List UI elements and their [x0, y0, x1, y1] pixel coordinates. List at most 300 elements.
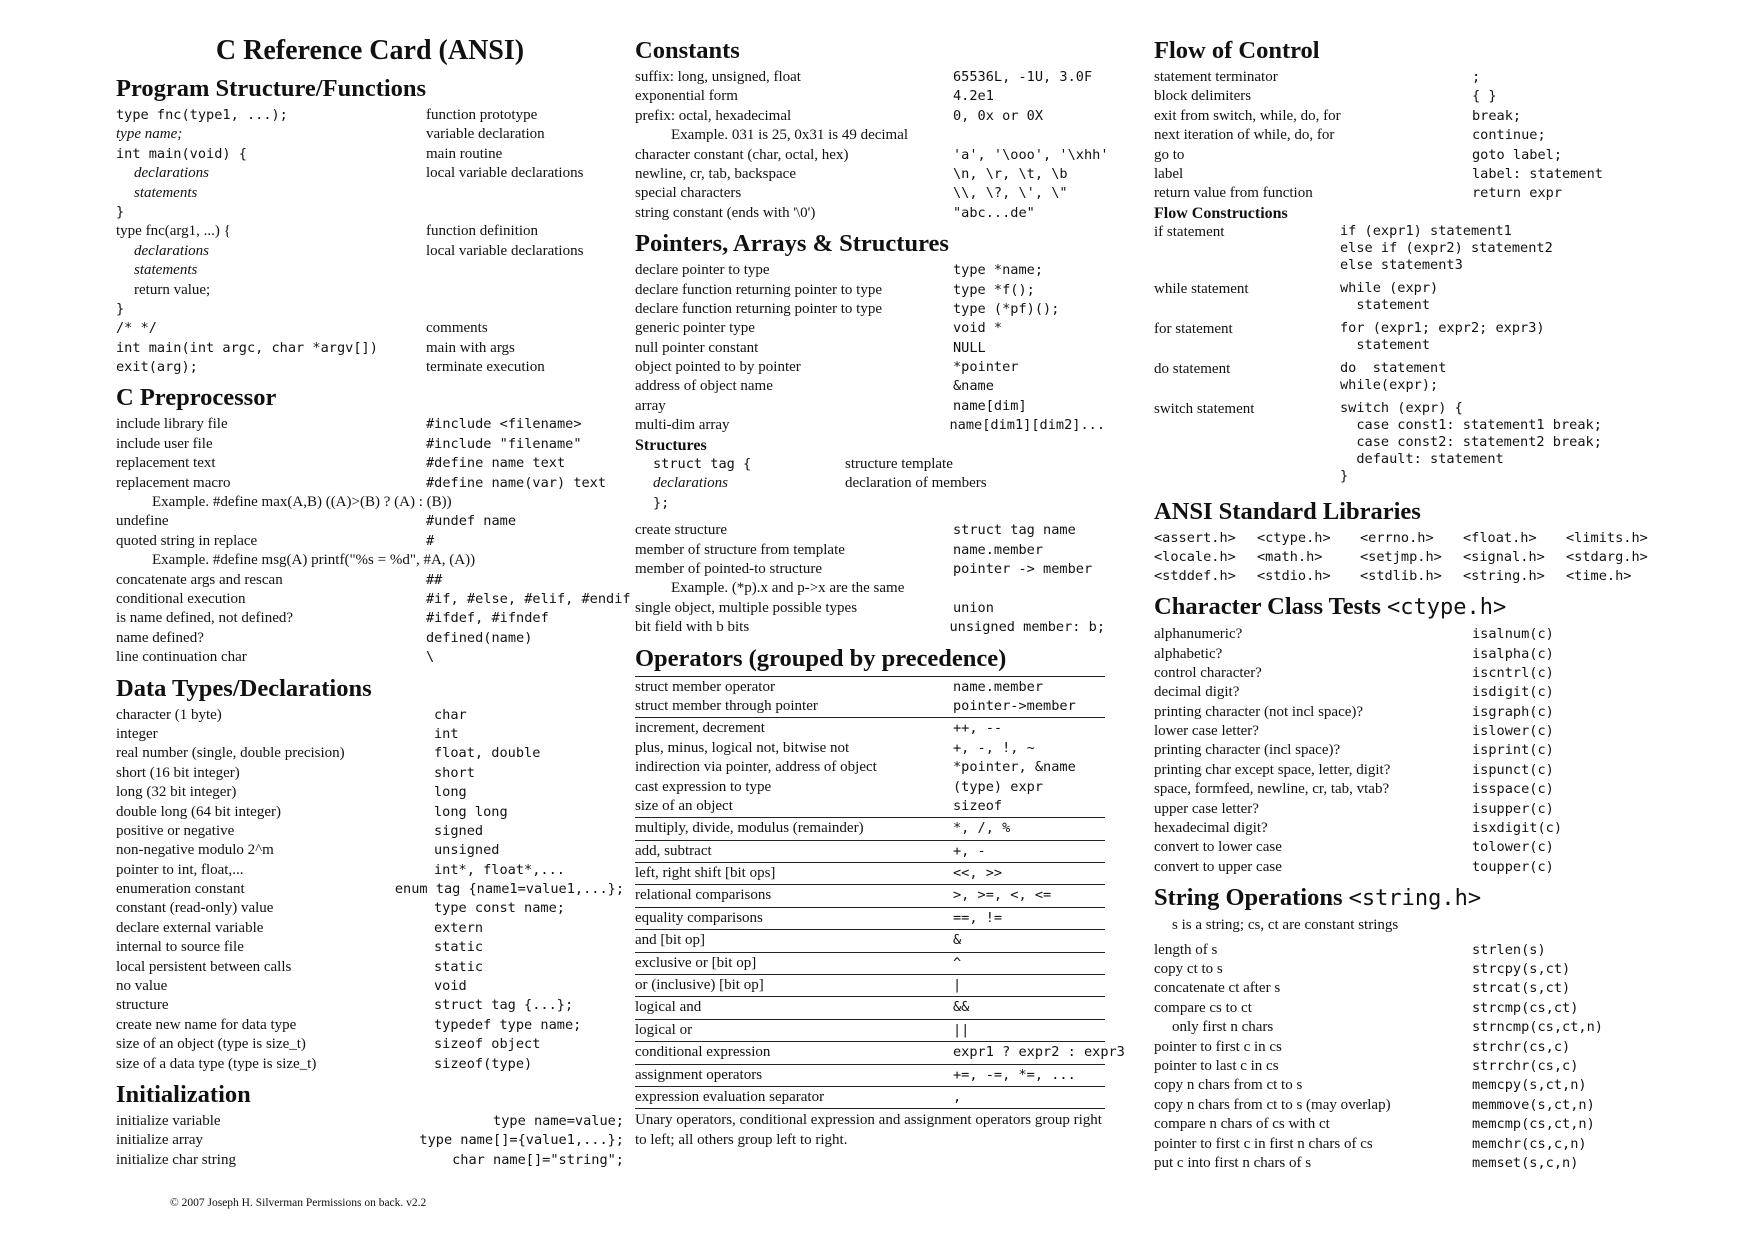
row-value: type name[]={value1,...}; [419, 1132, 624, 1149]
operator-group [635, 1020, 1105, 1042]
row-value: void [434, 978, 467, 995]
table-row [1154, 800, 1634, 819]
library-header: <time.h> [1566, 568, 1632, 585]
table-row [116, 474, 624, 493]
row-value: declaration of members [845, 475, 987, 492]
row-value: &name [953, 378, 994, 395]
operator-description: and [bit op] [635, 932, 705, 949]
flow-constructions-table [1154, 223, 1634, 491]
row-value: strlen(s) [1472, 941, 1546, 958]
table-row [116, 532, 624, 551]
operator-row [635, 697, 1105, 716]
operator-group [635, 1042, 1125, 1064]
row-label: space, formfeed, newline, cr, tab, vtab? [1154, 781, 1390, 798]
table-row [116, 1016, 624, 1035]
row-label: conditional execution [116, 590, 246, 607]
program-structure-table [116, 106, 624, 377]
construction-row [1154, 280, 1634, 320]
table-row [116, 435, 624, 454]
table-row [635, 455, 1105, 474]
row-value: short [434, 764, 475, 781]
table-row [116, 242, 624, 261]
operator-description: equality comparisons [635, 909, 763, 926]
row-label: pointer to int, float,... [116, 861, 244, 878]
table-row [116, 783, 624, 802]
table-row [635, 494, 1105, 513]
table-row [116, 551, 624, 570]
row-value: type *f(); [953, 281, 1035, 298]
row-label: single object, multiple possible types [635, 599, 858, 616]
table-row [1154, 838, 1634, 857]
row-label: object pointed to by pointer [635, 359, 801, 376]
table-row [635, 560, 1105, 579]
row-value: variable declaration [426, 126, 545, 143]
row-value: typedef type name; [434, 1016, 582, 1033]
table-row [116, 125, 624, 144]
operator-group [635, 953, 1105, 975]
row-label: alphabetic? [1154, 645, 1223, 662]
row-value: strchr(cs,c) [1472, 1038, 1571, 1055]
table-row [116, 958, 624, 977]
row-value: enum tag {name1=value1,...}; [394, 881, 624, 898]
operator-row [635, 998, 1105, 1017]
row-value: long [434, 784, 467, 801]
row-value: *pointer [953, 359, 1019, 376]
library-header: <float.h> [1463, 530, 1537, 547]
row-label: multi-dim array [635, 417, 730, 434]
operator-row [635, 758, 1105, 777]
row-label: control character? [1154, 664, 1262, 681]
row-value: struct tag name [953, 522, 1076, 539]
row-label: name defined? [116, 629, 204, 646]
row-value: strcmp(cs,ct) [1472, 999, 1579, 1016]
table-row [635, 339, 1105, 358]
pointers-table [635, 261, 1105, 436]
table-row [116, 880, 624, 899]
row-value: ## [426, 571, 443, 588]
row-label: declarations [134, 242, 209, 259]
operator-symbol: name.member [953, 678, 1044, 695]
table-row [635, 281, 1105, 300]
table-row [1154, 741, 1634, 760]
library-header: <math.h> [1257, 549, 1323, 566]
table-row [1154, 1018, 1634, 1037]
row-label: special characters [635, 185, 742, 202]
section-heading-pointers: Pointers, Arrays & Structures [635, 230, 949, 258]
row-value: memchr(cs,c,n) [1472, 1135, 1587, 1152]
operator-symbol: +, - [953, 842, 986, 859]
row-label: } [116, 300, 125, 317]
row-label: constant (read-only) value [116, 900, 274, 917]
row-value: memcpy(s,ct,n) [1472, 1077, 1587, 1094]
table-row [635, 68, 1105, 87]
section-heading-data-types: Data Types/Declarations [116, 674, 372, 702]
column-2 [635, 34, 1125, 1150]
row-value: main routine [426, 145, 503, 162]
string-heading-text: String Operations [1154, 884, 1343, 912]
table-row [116, 1131, 624, 1150]
copyright-footer: © 2007 Joseph H. Silverman Permissions on back. v2.2 [170, 1197, 427, 1209]
operator-description: relational comparisons [635, 887, 772, 904]
row-label: character (1 byte) [116, 706, 222, 723]
row-value: 0, 0x or 0X [953, 107, 1044, 124]
table-row [116, 764, 624, 783]
construction-syntax: for (expr1; expr2; expr3) statement [1340, 320, 1545, 354]
operator-row [635, 864, 1105, 883]
table-row [116, 164, 624, 183]
operator-description: logical or [635, 1021, 693, 1038]
row-value: iscntrl(c) [1472, 664, 1554, 681]
table-row [1154, 960, 1634, 979]
construction-syntax: do statement while(expr); [1340, 360, 1447, 394]
operator-group [635, 908, 1105, 930]
table-row [635, 358, 1105, 377]
operator-row [635, 719, 1105, 738]
table-row [116, 281, 624, 300]
section-heading-initialization: Initialization [116, 1080, 251, 1108]
row-label: member of pointed-to structure [635, 561, 823, 577]
operator-row [635, 1021, 1105, 1040]
operator-symbol: (type) expr [953, 778, 1044, 795]
operator-description: multiply, divide, modulus (remainder) [635, 820, 864, 837]
library-header: <limits.h> [1566, 530, 1648, 547]
operator-description: expression evaluation separator [635, 1088, 825, 1105]
operator-description: assignment operators [635, 1066, 763, 1083]
initialization-table [116, 1112, 624, 1170]
table-row [635, 416, 1105, 435]
library-header: <ctype.h> [1257, 530, 1331, 547]
table-row [1154, 1135, 1634, 1154]
row-value: type const name; [434, 900, 565, 917]
row-label: quoted string in replace [116, 532, 258, 549]
row-label: } [116, 203, 125, 220]
table-row [635, 184, 1105, 203]
ctype-header-file: <ctype.h> [1386, 595, 1507, 621]
library-header: <stddef.h> [1154, 568, 1236, 585]
table-row [116, 977, 624, 996]
row-label: replacement text [116, 455, 216, 472]
row-value: return expr [1472, 185, 1563, 202]
table-row [635, 377, 1105, 396]
constants-table [635, 68, 1109, 223]
row-label: block delimiters [1154, 88, 1252, 105]
row-label: create new name for data type [116, 1016, 297, 1033]
row-value: \\, \?, \', \" [953, 185, 1068, 202]
row-label: generic pointer type [635, 320, 755, 337]
table-row [635, 107, 1105, 126]
preprocessor-table [116, 415, 631, 667]
row-label: printing character (not incl space)? [1154, 703, 1364, 720]
row-value: \n, \r, \t, \b [953, 165, 1068, 182]
row-value: void * [953, 320, 1003, 337]
row-value: type *name; [953, 262, 1044, 279]
construction-row [1154, 320, 1634, 360]
table-row [635, 204, 1105, 223]
row-value: sizeof object [434, 1036, 541, 1053]
row-value: goto label; [1472, 146, 1563, 163]
construction-row [1154, 223, 1634, 280]
row-value: extern [434, 919, 484, 936]
table-row [116, 938, 624, 957]
table-row [116, 803, 624, 822]
row-label: initialize array [116, 1132, 204, 1149]
table-row [116, 648, 624, 667]
operator-symbol: && [953, 999, 970, 1016]
table-row [116, 706, 624, 725]
operator-symbol: *pointer, &name [953, 759, 1076, 776]
row-label: copy n chars from ct to s (may overlap) [1154, 1096, 1391, 1113]
operator-description: conditional expression [635, 1044, 771, 1061]
row-label: non-negative modulo 2^m [116, 842, 274, 859]
structures-subheading: Structures [635, 436, 707, 454]
row-value: structure template [845, 456, 953, 473]
table-row [1154, 858, 1634, 877]
table-row [1154, 1076, 1634, 1095]
table-row [1154, 1115, 1634, 1134]
operator-group [635, 997, 1105, 1019]
row-label: alphanumeric? [1154, 626, 1243, 643]
table-row [116, 822, 624, 841]
row-label: include library file [116, 416, 228, 433]
row-value: memcmp(cs,ct,n) [1472, 1116, 1595, 1133]
row-label: suffix: long, unsigned, float [635, 69, 801, 85]
row-label: type fnc(type1, ...); [116, 107, 288, 123]
operator-row [635, 909, 1105, 928]
column-1 [116, 34, 631, 1170]
operator-group [635, 1087, 1105, 1109]
table-row [116, 1112, 624, 1131]
row-value: #define name(var) text [426, 474, 607, 491]
row-label: declare function returning pointer to type [635, 281, 882, 298]
row-value: 'a', '\ooo', '\xhh' [953, 146, 1109, 163]
table-row [1154, 722, 1634, 741]
row-label: statement terminator [1154, 69, 1278, 85]
row-label: pointer to first c in first n chars of cs [1154, 1135, 1373, 1152]
library-header: <setjmp.h> [1360, 549, 1442, 566]
table-row [116, 184, 624, 203]
row-value: strcat(s,ct) [1472, 980, 1571, 997]
row-label: convert to lower case [1154, 839, 1282, 856]
operator-group [635, 863, 1105, 885]
row-label: undefine [116, 513, 169, 530]
operator-description: increment, decrement [635, 720, 765, 737]
row-label: enumeration constant [116, 881, 245, 898]
row-value: label: statement [1472, 165, 1603, 182]
row-label: structure [116, 997, 169, 1014]
row-label: Example. #define msg(A) printf("%s = %d", #A, (A)) [152, 552, 476, 569]
row-value: defined(name) [426, 629, 533, 646]
row-value: strncmp(cs,ct,n) [1472, 1019, 1603, 1036]
operator-symbol: ^ [953, 954, 962, 971]
row-label: compare n chars of cs with ct [1154, 1116, 1330, 1133]
table-row [116, 222, 624, 241]
column-3 [1154, 34, 1648, 1173]
row-label: declare function returning pointer to type [635, 300, 882, 317]
row-value: ; [1472, 69, 1481, 85]
table-row [1154, 703, 1634, 722]
operator-symbol: *, /, % [953, 820, 1011, 837]
operator-row [635, 931, 1105, 950]
row-value: islower(c) [1472, 723, 1554, 740]
table-row [1154, 819, 1634, 838]
operator-symbol: | [953, 977, 962, 994]
construction-label: if statement [1154, 224, 1225, 241]
row-label: bit field with b bits [635, 619, 750, 636]
table-row [1154, 683, 1634, 702]
row-value: break; [1472, 107, 1522, 124]
row-label: lower case letter? [1154, 723, 1259, 740]
table-row [116, 106, 624, 125]
table-row [635, 579, 1105, 598]
row-value: isalpha(c) [1472, 645, 1554, 662]
flow-constructions-subheading: Flow Constructions [1154, 204, 1288, 222]
row-label: Example. 031 is 25, 0x31 is 49 decimal [671, 127, 909, 144]
row-value: name[dim] [953, 397, 1027, 414]
row-value: strcpy(s,ct) [1472, 961, 1571, 978]
table-row [116, 725, 624, 744]
section-heading-libraries: ANSI Standard Libraries [1154, 498, 1421, 526]
row-value: signed [434, 822, 484, 839]
row-value: local variable declarations [426, 165, 584, 182]
table-row [116, 590, 631, 609]
construction-label: do statement [1154, 361, 1231, 378]
table-row [635, 300, 1105, 319]
row-label: only first n chars [1172, 1019, 1274, 1036]
operator-symbol: >, >=, <, <= [953, 887, 1052, 904]
table-row [116, 145, 624, 164]
row-label: string constant (ends with '\0') [635, 204, 816, 221]
operator-symbol: & [953, 932, 962, 949]
row-label: prefix: octal, hexadecimal [635, 107, 792, 124]
table-row [1154, 68, 1634, 87]
row-value: isxdigit(c) [1472, 820, 1563, 837]
row-label: printing char except space, letter, digit? [1154, 761, 1391, 778]
row-label: concatenate args and rescan [116, 571, 283, 588]
table-row [635, 521, 1105, 540]
section-heading-flow-of-control: Flow of Control [1154, 37, 1320, 64]
row-label: }; [653, 494, 670, 511]
table-row [1154, 184, 1634, 203]
row-value: comments [426, 320, 488, 337]
library-header: <stdio.h> [1257, 568, 1331, 585]
library-header: <string.h> [1463, 568, 1545, 585]
row-value: ispunct(c) [1472, 761, 1554, 778]
operator-row [635, 1043, 1125, 1062]
table-row [116, 629, 624, 648]
row-label: local persistent between calls [116, 958, 292, 975]
row-label: return value; [134, 281, 211, 298]
row-value: unsigned [434, 842, 500, 859]
table-row [116, 300, 624, 319]
row-label: convert to upper case [1154, 858, 1282, 875]
row-label: null pointer constant [635, 339, 759, 356]
ctype-table [1154, 625, 1634, 877]
operator-description: cast expression to type [635, 778, 772, 795]
operator-symbol: +, -, !, ~ [953, 739, 1035, 756]
row-label: replacement macro [116, 474, 231, 491]
row-label: long (32 bit integer) [116, 784, 237, 801]
row-label: /* */ [116, 320, 157, 337]
operator-row [635, 739, 1105, 758]
row-label: size of an object (type is size_t) [116, 1036, 306, 1053]
construction-label: switch statement [1154, 401, 1255, 418]
operator-symbol: expr1 ? expr2 : expr3 [953, 1044, 1125, 1061]
operator-description: indirection via pointer, address of object [635, 759, 877, 776]
operator-group [635, 818, 1105, 840]
table-row [635, 165, 1105, 184]
row-label: create structure [635, 522, 728, 539]
operator-row [635, 1066, 1105, 1085]
construction-syntax: if (expr1) statement1 else if (expr2) statement2 else statement3 [1340, 223, 1553, 274]
row-label: Example. #define max(A,B) ((A)>(B) ? (A) : (B)) [152, 494, 452, 511]
row-value: #include "filename" [426, 435, 582, 452]
operators-table [635, 676, 1125, 1110]
table-row [116, 571, 624, 590]
operator-symbol: ==, != [953, 909, 1003, 926]
table-row [1154, 999, 1634, 1018]
row-value: unsigned member: b; [949, 619, 1105, 636]
row-label: copy ct to s [1154, 961, 1223, 978]
row-label: include user file [116, 435, 213, 452]
table-row [116, 1151, 624, 1170]
row-label: Example. (*p).x and p->x are the same [671, 580, 905, 597]
row-label: short (16 bit integer) [116, 764, 240, 781]
operator-group [635, 718, 1105, 818]
row-value: memset(s,c,n) [1472, 1154, 1579, 1171]
section-heading-preprocessor: C Preprocessor [116, 384, 277, 412]
row-value: terminate execution [426, 359, 545, 376]
operator-description: size of an object [635, 797, 733, 814]
row-label: declarations [653, 475, 728, 492]
table-row [1154, 761, 1634, 780]
operator-symbol: pointer->member [953, 697, 1076, 714]
row-label: go to [1154, 146, 1185, 163]
operator-group [635, 885, 1105, 907]
library-header: <locale.h> [1154, 549, 1236, 566]
row-value: "abc...de" [953, 204, 1035, 221]
section-heading-string-ops [1154, 883, 1634, 914]
operator-description: struct member through pointer [635, 697, 818, 714]
table-row [635, 126, 1105, 145]
row-value: #undef name [426, 513, 517, 530]
library-header: <stdarg.h> [1566, 549, 1648, 566]
row-label: character constant (char, octal, hex) [635, 146, 849, 163]
construction-row [1154, 360, 1634, 400]
row-label: struct tag { [653, 456, 752, 473]
section-heading-program-structure: Program Structure/Functions [116, 75, 427, 102]
row-value: char name[]="string"; [452, 1151, 624, 1168]
row-label: address of object name [635, 378, 773, 395]
row-value: float, double [434, 745, 541, 762]
structures-table-2 [635, 521, 1105, 637]
table-row [1154, 780, 1634, 799]
operator-description: plus, minus, logical not, bitwise not [635, 739, 850, 756]
libraries-grid [1154, 529, 1648, 586]
row-value: function prototype [426, 107, 538, 123]
row-value: pointer -> member [953, 561, 1093, 577]
table-row [116, 203, 624, 222]
table-row [635, 87, 1105, 106]
row-value: type name=value; [493, 1112, 624, 1129]
row-value: isdigit(c) [1472, 684, 1554, 701]
row-label: statements [134, 262, 198, 279]
table-row [1154, 165, 1634, 184]
row-label: exit(arg); [116, 359, 198, 376]
table-row [1154, 664, 1634, 683]
row-value: strrchr(cs,c) [1472, 1057, 1579, 1074]
row-value: int*, float*,... [434, 861, 565, 878]
construction-row [1154, 400, 1634, 491]
